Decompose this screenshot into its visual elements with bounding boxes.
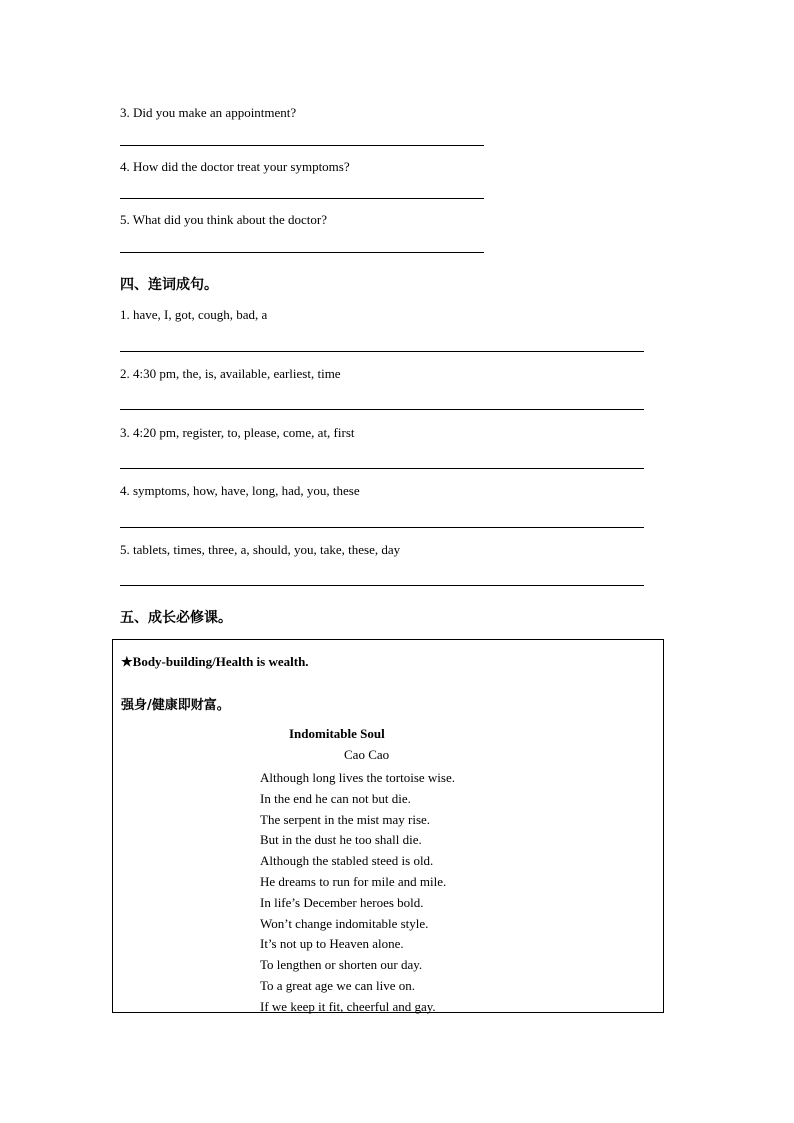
poem-title: Indomitable Soul	[289, 726, 385, 741]
poem-author: Cao Cao	[344, 747, 390, 762]
poem-line: But in the dust he too shall die.	[260, 832, 422, 848]
poem-line: To a great age we can live on.	[260, 977, 416, 993]
poem-line: In the end he can not but die.	[260, 790, 411, 806]
poem-line: Although long lives the tortoise wise.	[260, 770, 455, 785]
sentence-item-4: 4. symptoms, how, have, long, had, you, these	[120, 483, 360, 498]
sentence-answer-line-3[interactable]	[120, 468, 644, 469]
sentence-item-2: 2. 4:30 pm, the, is, available, earliest, time	[120, 366, 341, 381]
sentence-item-5: 5. tablets, times, three, a, should, you, take, these, day	[120, 542, 401, 557]
sentence-item-3: 3. 4:20 pm, register, to, please, come, at, first	[120, 425, 355, 440]
poem-line: The serpent in the mist may rise.	[260, 811, 431, 827]
poem-line: To lengthen or shorten our day.	[260, 957, 423, 973]
sentence-answer-line-1[interactable]	[120, 351, 644, 352]
section-4-title: 四、连词成句。	[120, 277, 218, 293]
poem-line: Although the stabled steed is old.	[260, 853, 434, 869]
answer-line-3[interactable]	[120, 145, 484, 146]
poem-line: He dreams to run for mile and mile.	[260, 873, 447, 889]
box-subline: 强身/健康即财富。	[121, 698, 230, 713]
sentence-answer-line-5[interactable]	[120, 585, 644, 586]
question-4: 4. How did the doctor treat your symptoms?	[120, 159, 350, 174]
growth-lesson-box	[112, 639, 664, 1013]
answer-line-5[interactable]	[120, 252, 484, 253]
sentence-answer-line-4[interactable]	[120, 527, 644, 528]
poem-line: Won’t change indomitable style.	[260, 915, 429, 931]
question-5: 5. What did you think about the doctor?	[120, 212, 327, 227]
question-3: 3. Did you make an appointment?	[120, 105, 297, 120]
sentence-item-1: 1. have, I, got, cough, bad, a	[120, 307, 268, 322]
poem-line: It’s not up to Heaven alone.	[260, 936, 404, 952]
sentence-answer-line-2[interactable]	[120, 409, 644, 410]
poem-lines	[260, 768, 455, 1018]
poem-line: In life’s December heroes bold.	[260, 894, 424, 910]
section-5-title: 五、成长必修课。	[120, 610, 232, 626]
answer-line-4[interactable]	[120, 198, 484, 199]
poem-line: If we keep it fit, cheerful and gay.	[260, 998, 436, 1014]
box-headline: ★Body-building/Health is wealth.	[121, 654, 309, 669]
